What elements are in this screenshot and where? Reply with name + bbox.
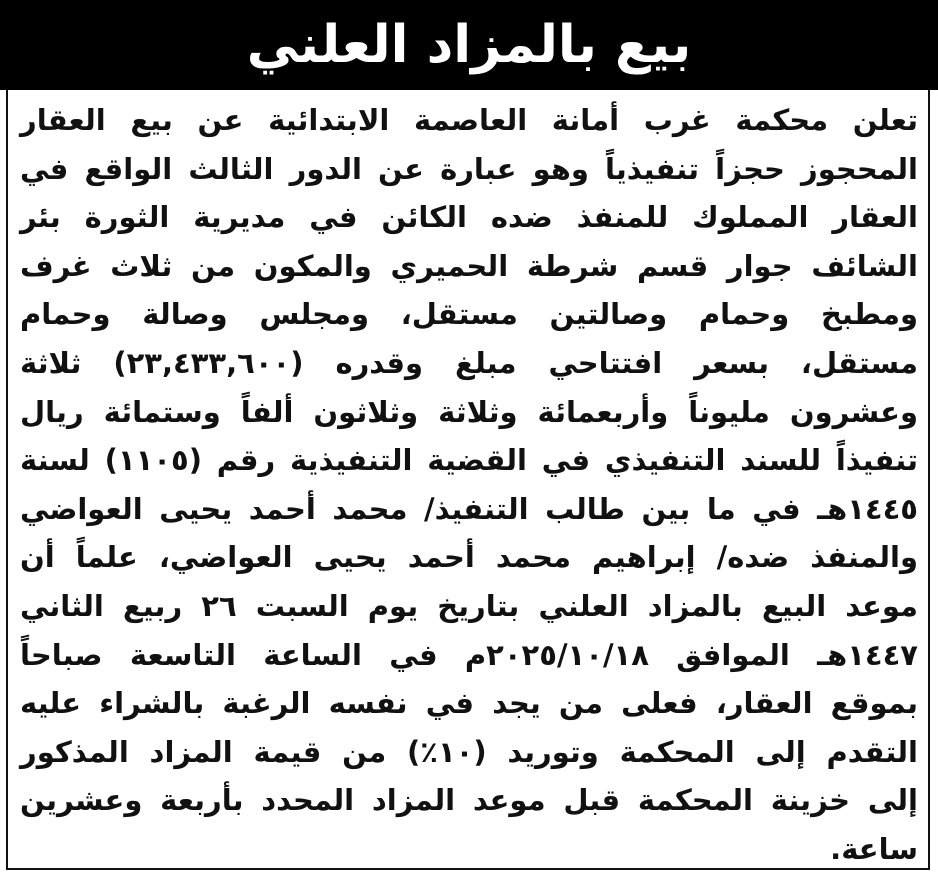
notice-line: ساعة. bbox=[830, 831, 918, 866]
notice-line: العقار المملوك للمنفذ ضده الكائن في مديرية الثورة بئر bbox=[20, 200, 918, 235]
notice-line: ومطبخ وحمام وصالتين مستقل، ومجلس وصالة وحمام bbox=[20, 297, 918, 332]
notice-line: الشائف جوار قسم شرطة الحميري والمكون من ثلاث غرف bbox=[20, 248, 918, 283]
notice-line: تعلن محكمة غرب أمانة العاصمة الابتدائية عن بيع العقار bbox=[20, 103, 918, 137]
notice-line: المحجوز حجزاً تنفيذياً وهو عبارة عن الدور الثالث الواقع في bbox=[20, 151, 918, 186]
notice-line: وعشرون مليوناً وأربعمائة وثلاثة وثلاثون ألفاً وستمائة ريال bbox=[20, 394, 918, 429]
notice-line: ١٤٤٧هـ الموافق ٢٠٢٥/١٠/١٨م في الساعة التاسعة صباحاً bbox=[20, 637, 918, 672]
notice-line: بموقع العقار، فعلى من يجد في نفسه الرغبة بالشراء عليه bbox=[20, 686, 918, 721]
notice-line: والمنفذ ضده/ إبراهيم محمد أحمد يحيى العواضي، علماً أن bbox=[20, 540, 918, 575]
notice-line: إلى خزينة المحكمة قبل موعد المزاد المحدد بأربعة وعشرين bbox=[20, 783, 918, 818]
notice-line: موعد البيع بالمزاد العلني بتاريخ يوم السبت ٢٦ ربيع الثاني bbox=[20, 588, 918, 623]
notice-line: التقدم إلى المحكمة وتوريد (١٠٪) من قيمة المزاد المذكور bbox=[20, 734, 918, 769]
notice-header bbox=[0, 0, 938, 90]
notice-title: بيع بالمزاد العلني bbox=[246, 15, 692, 75]
notice-body bbox=[20, 96, 918, 874]
notice-line: ١٤٤٥هـ في ما بين طالب التنفيذ/ محمد أحمد يحيى العواضي bbox=[20, 491, 918, 526]
notice-line: مستقل، بسعر افتتاحي مبلغ وقدره (٢٣,٤٣٣,٦٠٠) ثلاثة bbox=[20, 345, 918, 380]
notice-line: تنفيذاً للسند التنفيذي في القضية التنفيذية رقم (١١٠٥) لسنة bbox=[20, 443, 918, 478]
